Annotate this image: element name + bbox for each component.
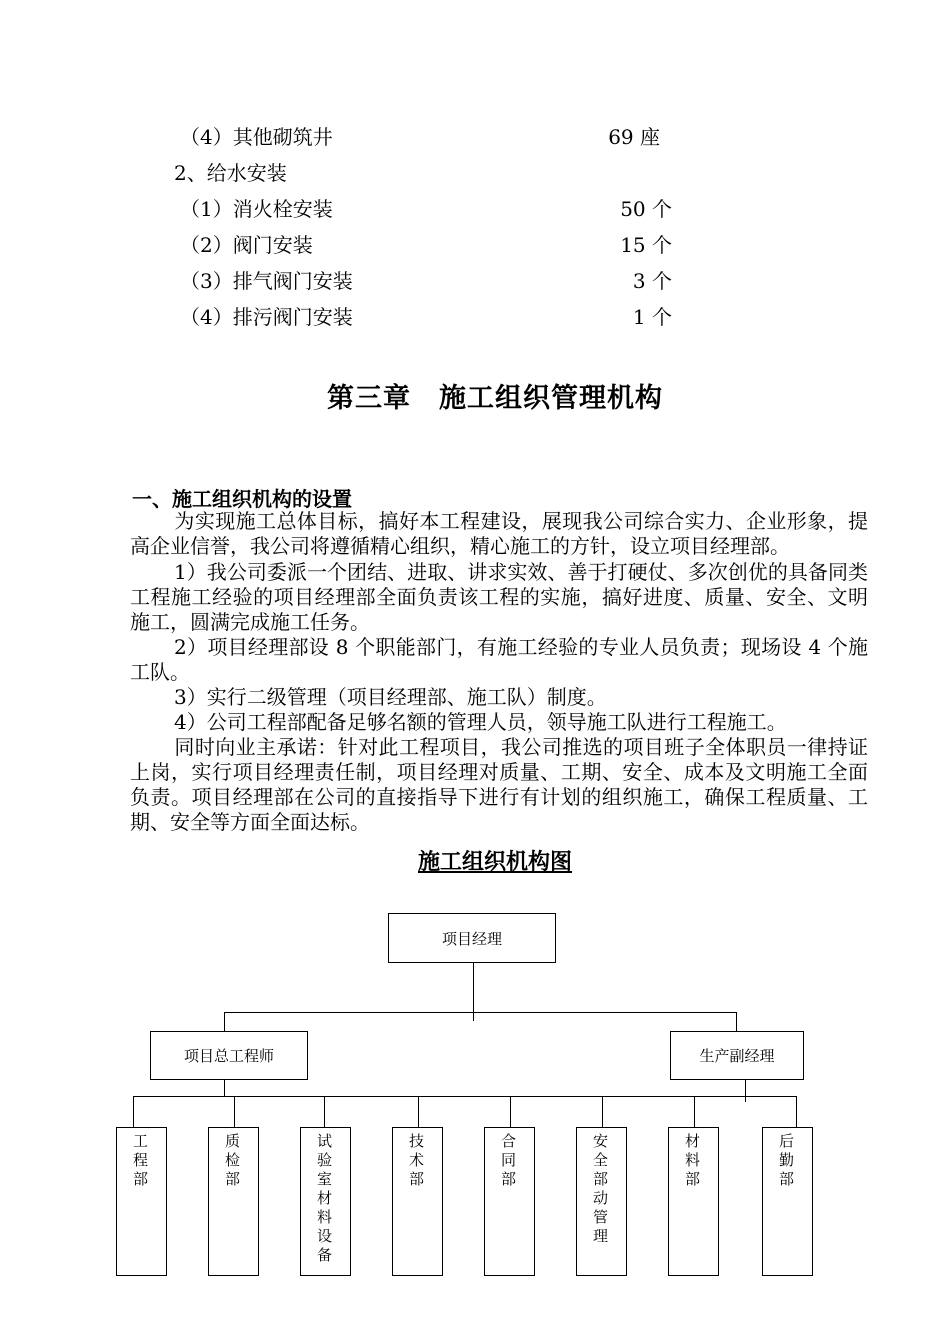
connector-line — [234, 1096, 235, 1128]
dept-box-quality: 质检部 — [208, 1127, 259, 1276]
org-node-deputy-manager: 生产副经理 — [670, 1031, 804, 1080]
connector-line — [324, 1096, 325, 1128]
org-node-project-manager: 项目经理 — [388, 913, 556, 963]
item-qty: 50 个 — [620, 197, 672, 221]
paragraph: 4）公司工程部配备足够名额的管理人员，领导施工队进行工程施工。 — [174, 710, 787, 734]
connector-line — [133, 1096, 134, 1128]
connector-line — [694, 1096, 695, 1128]
connector-line — [133, 1096, 797, 1097]
item-label: （4）其他砌筑井 — [180, 125, 333, 149]
item-label: （1）消火栓安装 — [180, 197, 333, 221]
item-qty: 1 个 — [632, 305, 672, 329]
connector-line — [796, 1096, 797, 1128]
section-title: 一、施工组织机构的设置 — [132, 487, 352, 511]
paragraph: 1）我公司委派一个团结、进取、讲求实效、善于打硬仗、多次创优的具备同类工程施工经验的项目经理部全面负责该工程的实施，搞好进度、质量、安全、文明施工，圆满完成施工任务。 — [130, 560, 868, 634]
dept-box-materials: 材料部 — [668, 1127, 719, 1276]
paragraph: 为实现施工总体目标，搞好本工程建设，展现我公司综合实力、企业形象，提高企业信誉，我公司将遵循精心组织，精心施工的方针，设立项目经理部。 — [130, 509, 868, 558]
connector-line — [736, 1012, 737, 1031]
paragraph: 同时向业主承诺：针对此工程项目，我公司推选的项目班子全体职员一律持证上岗，实行项目经理责任制，项目经理对质量、工期、安全、成本及文明施工全面负责。项目经理部在公司的直接指导下进行有计划的组织施工，确保工程质量、工期、安全等方面全面达标。 — [130, 735, 868, 834]
org-chart-title: 施工组织机构图 — [417, 849, 572, 875]
paragraph: 3）实行二级管理（项目经理部、施工队）制度。 — [174, 685, 607, 709]
connector-line — [224, 1012, 737, 1013]
item-label: （3）排气阀门安装 — [180, 269, 353, 293]
org-node-chief-engineer: 项目总工程师 — [150, 1031, 308, 1080]
connector-line — [602, 1096, 603, 1128]
dept-box-logistics: 后勤部 — [762, 1127, 813, 1276]
connector-line — [510, 1096, 511, 1128]
item-label: （4）排污阀门安装 — [180, 305, 353, 329]
item-qty: 69 座 — [608, 125, 660, 149]
item-qty: 3 个 — [632, 269, 672, 293]
connector-line — [224, 1012, 225, 1031]
chapter-title: 第三章 施工组织管理机构 — [327, 383, 663, 414]
dept-box-contract: 合同部 — [484, 1127, 535, 1276]
connector-line — [224, 1080, 225, 1096]
dept-box-lab: 试验室材料设备 — [300, 1127, 351, 1276]
connector-line — [418, 1096, 419, 1128]
item-label: （2）阀门安装 — [180, 233, 313, 257]
paragraph: 2）项目经理部设 8 个职能部门，有施工经验的专业人员负责；现场设 4 个施工队。 — [130, 635, 868, 684]
item-label: 2、给水安装 — [174, 161, 287, 185]
connector-line — [745, 1080, 746, 1102]
dept-box-safety: 安全部动管理 — [576, 1127, 627, 1276]
dept-box-engineering: 工程部 — [116, 1127, 167, 1276]
item-qty: 15 个 — [620, 233, 672, 257]
dept-box-technical: 技术部 — [392, 1127, 443, 1276]
